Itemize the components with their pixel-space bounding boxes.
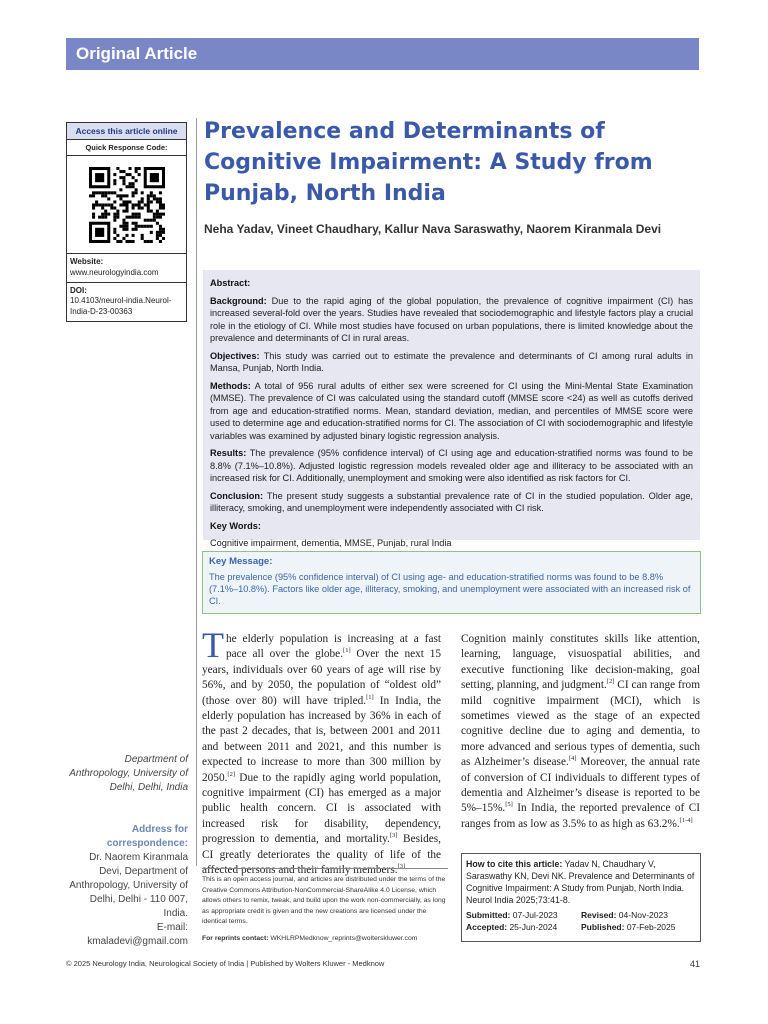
website-label: Website:	[70, 257, 104, 266]
reprints-contact: For reprints contact: WKHLRPMedknow_reprints@wolterskluwer.com	[202, 934, 418, 942]
publication-dates	[466, 909, 696, 933]
citation-ref[interactable]: [2]	[606, 678, 615, 686]
citation-ref[interactable]: [5]	[505, 801, 513, 809]
abstract-results: Results: The prevalence (95% confidence interval) of CI using age and education-stratified norms was found to be 8.8% (7.1%–10.8%). Adjusted logistic regression models revealed older age and illiteracy to be associated with an increased risk for CI. Additionally, unemployment and smoking were also identified as risk factors for CI.	[210, 448, 693, 483]
author-list: Neha Yadav, Vineet Chaudhary, Kallur Nava Saraswathy, Naorem Kiranmala Devi	[204, 222, 662, 236]
key-message-text: The prevalence (95% confidence interval) of CI using age- and education-stratified norms was found to be 8.8% (7.1%–10.8%). Factors like older age, illiteracy, smoking, and unemployment were associated with an increased risk of CI.	[209, 572, 691, 606]
access-header: Access this article online	[67, 123, 186, 140]
doi-section	[67, 283, 186, 321]
affiliation: Department of Anthropology, University of Delhi, Delhi, India	[69, 754, 188, 793]
qr-label: Quick Response Code:	[67, 140, 186, 156]
correspondence-heading: Address for correspondence:	[106, 824, 188, 849]
drop-cap: T	[202, 625, 224, 665]
doi-label: DOI:	[70, 285, 87, 295]
abstract-conclusion: Conclusion: The present study suggests a substantial prevalence rate of CI in the studied population. Older age, illiteracy, smoking, and unemployment were independently associated with CI risk.	[210, 490, 693, 513]
email-link[interactable]: E-mail: kmaladevi@gmail.com	[87, 922, 188, 947]
website-link[interactable]: www.neurologyindia.com	[70, 267, 159, 277]
accepted-date: Accepted: 25-Jun-2024	[466, 922, 558, 932]
keywords-list: Cognitive impairment, dementia, MMSE, Punjab, rural India	[210, 538, 452, 548]
submitted-date: Submitted: 07-Jul-2023	[466, 910, 558, 920]
footer-copyright: © 2025 Neurology India, Neurological Society of India | Published by Wolters Kluwer - Medknow	[66, 959, 385, 968]
abstract-box	[203, 270, 700, 548]
citation-text: How to cite this article: Yadav N, Chaudhary V, Saraswathy KN, Devi NK. Prevalence and Determinants of Cognitive Impairment: A Study from Punjab, North India. Neurol India 2025;73:41-8.	[466, 859, 695, 905]
key-message-box	[202, 551, 701, 614]
key-message-title: Key Message:	[209, 556, 273, 567]
citation-ref[interactable]: [3]	[389, 832, 398, 840]
abstract-heading: Abstract:	[210, 278, 251, 288]
citation-box	[461, 853, 701, 942]
access-article-box	[66, 122, 187, 322]
article-title: Prevalence and Determinants of Cognitive Impairment: A Study from Punjab, North India	[204, 119, 653, 206]
correspondence-address: Dr. Naorem Kiranmala Devi, Department of Anthropology, University of Delhi, Delhi - 110 007, India. E-mail: kmaladevi@gmail.com	[69, 852, 188, 947]
body-column-right: Cognition mainly constitutes skills like attention, learning, language, visuospatial abilities, and executive functioning like decision-making, goal setting, planning, and judgment.[2] CI can range from mild cognitive impairment (MCI), which is sometimes viewed as the stage of an expected cognitive decline due to aging and dementia, to more advanced and serious types of dementia, such as Alzheimer’s disease.[4] Moreover, the annual rate of conversion of CI individuals to different types of dementia and Alzheimer’s disease is reported to be 5%–15%.[5] In India, the reported prevalence of CI ranges from as low as 3.5% to as high as 63.2%.[1-4]	[461, 633, 700, 830]
page-number: 41	[689, 959, 700, 969]
citation-ref[interactable]: [2]	[227, 770, 236, 778]
article-type-label: Original Article	[76, 44, 198, 63]
body-column-left: The elderly population is increasing at a fast pace all over the globe.[1] Over the next 15 years, individuals over 60 years of age will rise by 56%, and by 2050, the population of “oldest old” (those over 80) will have tripled.[1] In India, the elderly population has increased by 36% in each of the past 2 decades, that is, between 2001 and 2011 and between 2011 and 2021, and this number is expected to increase to more than 300 million by 2050.[2] Due to the rapidly aging world population, cognitive impairment (CI) has emerged as a major public health concern. CI is associated with increased risk for disability, dependency, progression to dementia, and mortality.[3] Besides, CI greatly deteriorates the quality of life of the affected persons and their family members.[3]	[202, 625, 441, 877]
citation-ref[interactable]: [1-4]	[679, 817, 693, 825]
citation-ref[interactable]: [1]	[343, 647, 351, 655]
citation-ref[interactable]: [4]	[568, 755, 577, 763]
article-type-banner	[66, 38, 699, 70]
abstract-objectives: Objectives: This study was carried out to estimate the prevalence and determinants of CI among rural adults in Mansa, Punjab, North India.	[210, 350, 693, 373]
open-access-notice	[202, 868, 448, 944]
revised-date: Revised: 04-Nov-2023	[581, 910, 668, 920]
doi-link[interactable]: 10.4103/neurol-india.Neurol-India-D-23-00363	[70, 296, 172, 317]
column-divider	[196, 118, 197, 866]
keywords-heading: Key Words:	[210, 520, 261, 531]
website-section	[67, 254, 186, 283]
abstract-methods: Methods: A total of 956 rural adults of either sex were screened for CI using the Mini-Mental State Examination (MMSE). The prevalence of CI was calculated using the standard cutoff (MMSE score <24) as well as cutoffs derived from age and education-stratified norms. Mean, standard deviation, median, and percentiles of MMSE score were used to determine age and education-stratified norms for CI. The association of CI with sociodemographic and lifestyle variables was examined by adjusted binary logistic regression analysis.	[210, 380, 693, 441]
page-footer	[66, 959, 700, 968]
citation-ref[interactable]: [3]	[397, 863, 406, 871]
abstract-background: Background: Due to the rapid aging of the global population, the prevalence of cognitive impairment (CI) has increased several-fold over the years. Studies have revealed that sociodemographic and lifestyle factors play a crucial role in the etiology of CI. While most studies have focused on urban populations, there is limited knowledge about the prevalence and determinants of CI in rural areas.	[210, 295, 693, 343]
published-date: Published: 07-Feb-2025	[581, 922, 676, 932]
license-text: This is an open access journal, and articles are distributed under the terms of the Creative Commons Attribution-NonCommercial-ShareAlike 4.0 License, which allows others to remix, tweak, and build upon the work non-commercially, as long as appropriate credit is given and the new creations are licensed under the identical terms.	[202, 876, 446, 925]
citation-ref[interactable]: [1]	[366, 693, 374, 701]
qr-code-icon[interactable]	[67, 156, 186, 254]
